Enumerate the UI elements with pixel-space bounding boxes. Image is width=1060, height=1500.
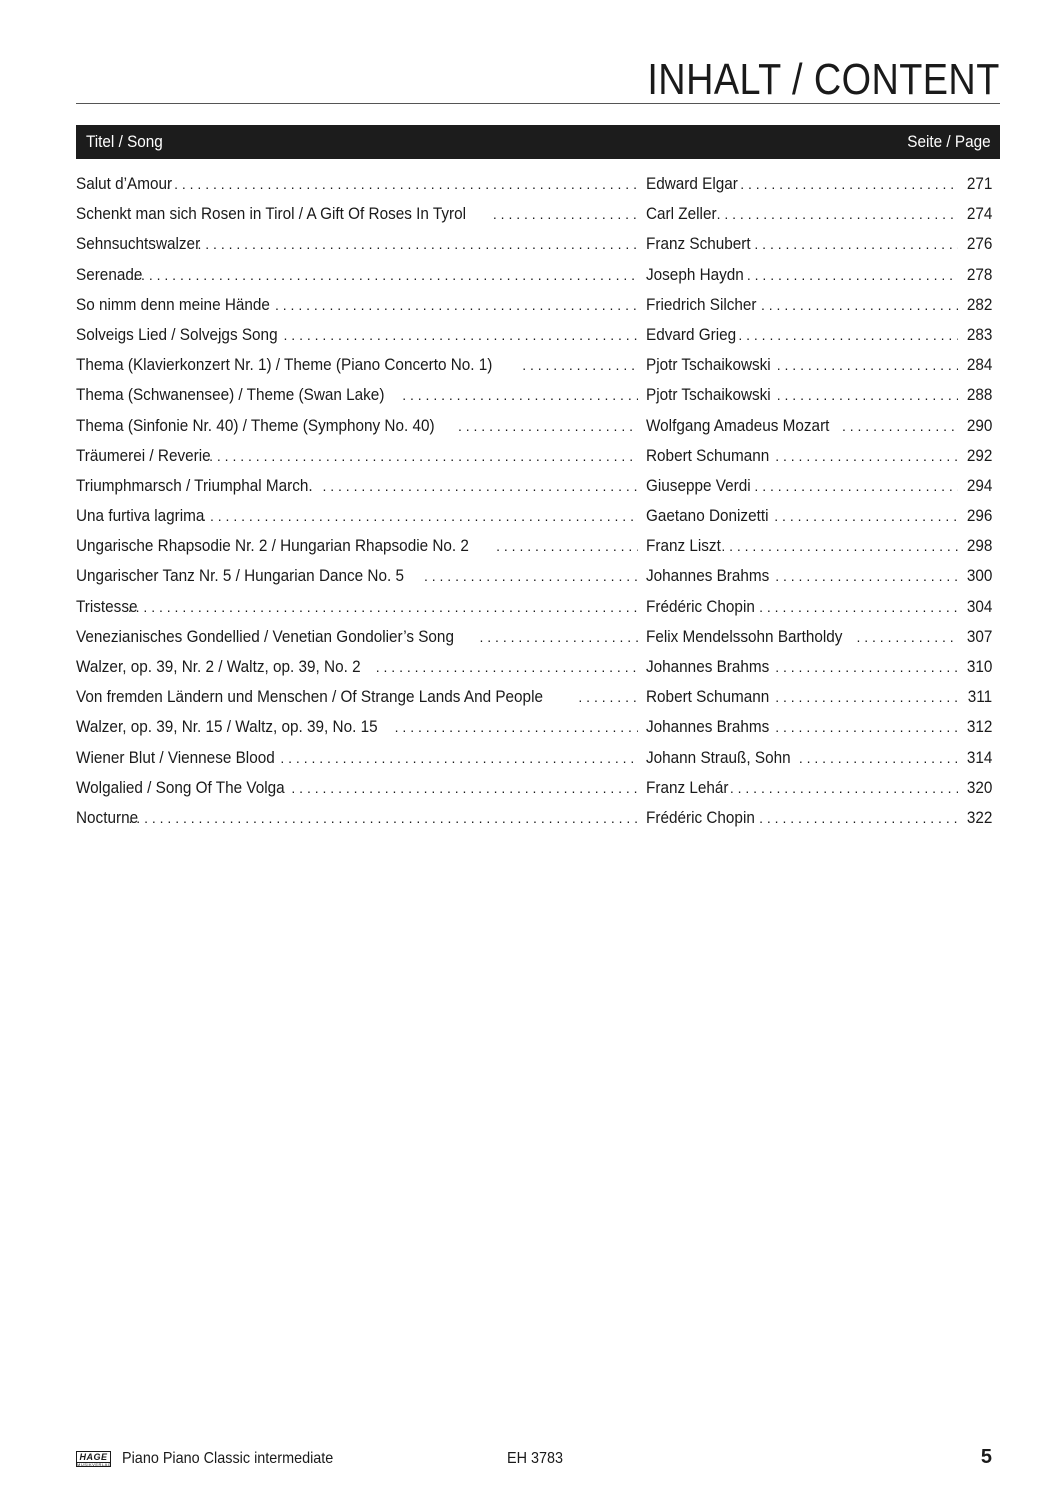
leader-dots [771,350,958,380]
toc-composer-cell [646,561,992,591]
leader-dots [724,773,958,803]
toc-page-number: 296 [966,506,992,526]
leader-dots [396,380,638,410]
toc-title: Una furtiva lagrima [76,506,205,526]
toc-title-cell [76,441,638,471]
toc-composer-cell [646,682,992,712]
header-page: Seite / Page [907,132,991,151]
table-of-contents [76,169,992,833]
toc-title-cell [76,622,638,652]
toc-composer-cell [646,441,992,471]
leader-dots [452,411,638,441]
toc-title-cell [76,561,638,591]
toc-title-cell [76,320,638,350]
toc-composer-cell [646,743,992,773]
toc-composer: Edvard Grieg [646,324,737,344]
toc-composer: Gaetano Donizetti [646,506,769,526]
toc-title: Ungarische Rhapsodie Nr. 2 / Hungarian Rhapsodie No. 2 [76,536,469,556]
toc-title: Sehnsuchtswalzer [76,234,201,254]
toc-composer: Johannes Brahms [646,657,770,676]
toc-title: Träumerei / Reverie [76,445,211,465]
leader-dots [123,803,638,833]
toc-page-number: 294 [966,475,992,495]
toc-title-cell [76,773,638,803]
toc-title: Salut d’Amour [76,174,173,193]
leader-dots [769,441,957,471]
leader-dots [711,199,958,229]
toc-entry [76,773,992,803]
toc-composer-cell [646,199,992,229]
toc-title-cell [76,712,638,742]
toc-title: Solveigs Lied / Solvejgs Song [76,324,278,344]
toc-composer-cell [646,471,992,501]
toc-page-number: 304 [966,596,992,616]
leader-dots [771,380,958,410]
toc-entry [76,380,992,410]
toc-composer: Franz Lehár [646,777,729,797]
toc-entry [76,592,992,622]
toc-title: Triumphmarsch / Triumphal March. [76,475,313,495]
toc-composer: Pjotr Tschaikowski [646,355,771,375]
toc-entry [76,561,992,591]
toc-composer-cell [646,260,992,290]
toc-composer: Frédéric Chopin [646,596,755,616]
header-title-song: Titel / Song [86,132,163,151]
leader-dots [850,622,957,652]
toc-composer: Johann Strauß, Sohn [646,747,791,767]
toc-composer-cell [646,501,992,531]
toc-composer: Pjotr Tschaikowski [646,385,771,405]
toc-entry [76,199,992,229]
toc-title: Thema (Schwanensee) / Theme (Swan Lake) [76,385,385,405]
toc-composer-cell [646,531,992,561]
page-number: 5 [980,1446,992,1468]
publisher-logo-text: HAGE [79,1452,108,1462]
toc-title-cell [76,682,638,712]
leader-dots [316,471,638,501]
toc-entry [76,411,992,441]
toc-title: Von fremden Ländern und Menschen / Of Strange Lands And People [76,687,543,707]
toc-page-number: 307 [966,626,992,646]
toc-title-cell [76,592,638,622]
title-divider [76,103,1000,104]
toc-composer: Johannes Brahms [646,566,770,586]
toc-page-number: 283 [966,324,992,344]
toc-entry [76,652,992,682]
leader-dots [473,622,638,652]
toc-page-number: 298 [966,536,992,556]
publisher-logo [76,1451,111,1467]
toc-page-number: 312 [966,717,992,737]
leader-dots [516,350,638,380]
toc-title-cell [76,169,638,199]
leader-dots [269,290,638,320]
leader-dots [732,320,957,350]
toc-title: Thema (Sinfonie Nr. 40) / Theme (Symphony No. 40) [76,415,435,435]
leader-dots [769,561,957,591]
leader-dots [748,229,957,259]
table-header-bar [76,125,1000,159]
toc-title: Tristesse [76,596,138,616]
toc-title: Thema (Klavierkonzert Nr. 1) / Theme (Piano Concerto No. 1) [76,355,493,375]
toc-composer-cell [646,652,992,682]
toc-composer-cell [646,350,992,380]
toc-title: Nocturne [76,807,139,827]
leader-dots [748,471,957,501]
toc-title-cell [76,743,638,773]
toc-page-number: 284 [966,355,992,375]
toc-composer: Friedrich Silcher [646,294,757,314]
toc-title-cell [76,350,638,380]
leader-dots [285,773,638,803]
toc-page-number: 290 [966,415,992,435]
toc-page-number: 271 [966,174,992,193]
toc-title-cell [76,411,638,441]
toc-composer: Frédéric Chopin [646,807,755,827]
toc-composer-cell [646,773,992,803]
leader-dots [278,320,638,350]
toc-title-cell [76,531,638,561]
toc-composer: Franz Liszt [646,536,721,556]
toc-entry [76,441,992,471]
toc-title: Wolgalied / Song Of The Volga [76,777,285,797]
toc-entry [76,169,992,199]
toc-entry [76,290,992,320]
leader-dots [490,531,638,561]
toc-title-cell [76,471,638,501]
toc-title: Walzer, op. 39, Nr. 15 / Waltz, op. 39, No. 15 [76,717,378,737]
leader-dots [192,229,639,259]
toc-title-cell [76,260,638,290]
leader-dots [734,169,957,199]
toc-entry [76,501,992,531]
leader-dots [418,561,638,591]
toc-title: Walzer, op. 39, Nr. 2 / Waltz, op. 39, No. 2 [76,657,361,676]
toc-page-number: 274 [966,204,992,224]
toc-composer: Giuseppe Verdi [646,475,751,495]
toc-page-number: 292 [966,445,992,465]
leader-dots [793,743,958,773]
toc-entry [76,531,992,561]
toc-page-number: 320 [966,777,992,797]
leader-dots [196,501,638,531]
toc-composer: Edward Elgar [646,174,738,193]
toc-title-cell [76,803,638,833]
leader-dots [127,260,638,290]
toc-title-cell [76,501,638,531]
toc-entry [76,471,992,501]
toc-composer-cell [646,411,992,441]
page-title: INHALT / CONTENT [647,55,1000,104]
leader-dots [769,682,959,712]
toc-composer: Johannes Brahms [646,717,770,737]
leader-dots [487,199,638,229]
book-title: Piano Piano Classic intermediate [122,1450,334,1467]
toc-composer: Robert Schumann [646,445,770,465]
leader-dots [769,652,957,682]
toc-composer-cell [646,169,992,199]
catalog-number: EH 3783 [507,1450,564,1467]
leader-dots [274,743,638,773]
leader-dots [203,441,638,471]
toc-entry [76,229,992,259]
leader-dots [160,169,638,199]
toc-title: Ungarischer Tanz Nr. 5 / Hungarian Dance No. 5 [76,566,404,586]
toc-composer: Felix Mendelssohn Bartholdy [646,626,843,646]
toc-entry [76,260,992,290]
toc-entry [76,320,992,350]
leader-dots [755,290,958,320]
leader-dots [572,682,638,712]
toc-entry [76,682,992,712]
leader-dots [753,803,958,833]
leader-dots [122,592,638,622]
toc-entry [76,712,992,742]
toc-composer-cell [646,712,992,742]
toc-composer: Carl Zeller [646,204,717,224]
leader-dots [768,501,957,531]
toc-composer-cell [646,803,992,833]
toc-title-cell [76,229,638,259]
toc-composer-cell [646,290,992,320]
leader-dots [836,411,958,441]
toc-title: Schenkt man sich Rosen in Tirol / A Gift Of Roses In Tyrol [76,204,467,224]
leader-dots [389,712,638,742]
toc-composer-cell [646,229,992,259]
leader-dots [370,652,638,682]
toc-entry [76,622,992,652]
toc-title-cell [76,380,638,410]
toc-page-number: 282 [966,294,992,314]
toc-composer-cell [646,320,992,350]
toc-page-number: 300 [966,566,992,586]
leader-dots [715,531,957,561]
toc-page-number: 278 [966,264,992,284]
toc-composer-cell [646,380,992,410]
toc-entry [76,350,992,380]
leader-dots [753,592,958,622]
toc-composer-cell [646,592,992,622]
toc-composer: Joseph Haydn [646,264,744,284]
toc-composer-cell [646,622,992,652]
toc-composer: Franz Schubert [646,234,751,254]
toc-page-number: 288 [966,385,992,405]
toc-title: Serenade [76,264,143,284]
toc-entry [76,803,992,833]
page-footer [76,1448,992,1472]
leader-dots [741,260,958,290]
toc-page-number: 314 [966,747,992,767]
leader-dots [769,712,957,742]
publisher-logo-subtext: MUSIKVERLAG [77,1462,112,1467]
toc-composer: Robert Schumann [646,687,770,707]
toc-title: Wiener Blut / Viennese Blood [76,747,275,767]
toc-title-cell [76,199,638,229]
toc-composer: Wolfgang Amadeus Mozart [646,415,830,435]
toc-title: So nimm denn meine Hände [76,294,270,314]
toc-title-cell [76,652,638,682]
toc-page-number: 276 [966,234,992,254]
toc-title: Venezianisches Gondellied / Venetian Gondolier’s Song [76,626,454,646]
toc-page-number: 322 [966,807,992,827]
toc-page-number: 310 [966,657,992,676]
toc-title-cell [76,290,638,320]
toc-entry [76,743,992,773]
toc-page-number: 311 [967,687,992,707]
